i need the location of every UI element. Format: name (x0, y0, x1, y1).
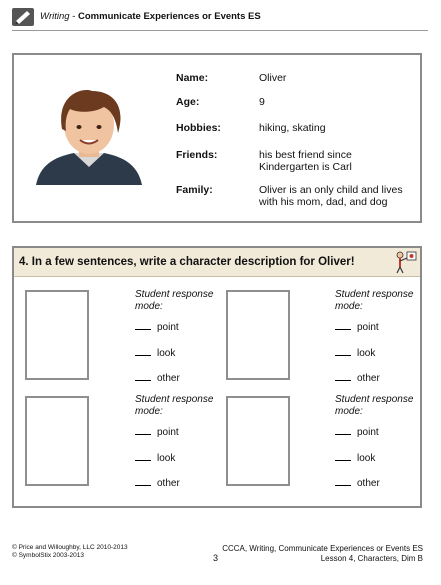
page-header (12, 6, 428, 32)
option-point[interactable]: point (335, 322, 379, 333)
option-other[interactable]: other (135, 373, 180, 384)
option-point[interactable]: point (135, 322, 179, 333)
response-box[interactable] (25, 290, 89, 380)
option-other[interactable]: other (335, 478, 380, 489)
hobbies-value: hiking, skating (259, 122, 326, 134)
response-box[interactable] (226, 290, 290, 380)
option-other[interactable]: other (135, 478, 180, 489)
option-other[interactable]: other (335, 373, 380, 384)
task-prompt: 4. In a few sentences, write a character description for Oliver! (19, 256, 355, 268)
response-mode-label: Student response mode: (135, 394, 214, 417)
character-profile-card (12, 53, 422, 223)
option-look[interactable]: look (335, 348, 375, 359)
friends-label: Friends: (176, 149, 218, 161)
hobbies-label: Hobbies: (176, 122, 221, 134)
person-presenting-icon (392, 250, 418, 274)
family-value: Oliver is an only child and lives with his mom, dad, and dog (259, 184, 403, 208)
option-point[interactable]: point (335, 427, 379, 438)
option-look[interactable]: look (335, 453, 375, 464)
friends-value: his best friend since Kindergarten is Carl (259, 149, 352, 173)
pencil-book-icon (12, 8, 34, 26)
response-mode-label: Student response mode: (135, 289, 214, 312)
header-unit-title: Communicate Experiences or Events ES (78, 11, 261, 22)
header-subject: Writing (40, 11, 70, 22)
header-divider (12, 30, 428, 31)
option-point[interactable]: point (135, 427, 179, 438)
option-look[interactable]: look (135, 453, 175, 464)
response-mode-label: Student response mode: (335, 394, 414, 417)
boy-portrait-icon (34, 85, 144, 185)
age-label: Age: (176, 96, 200, 108)
header-title: Writing - Communicate Experiences or Events ES (40, 11, 261, 22)
response-mode-label: Student response mode: (335, 289, 414, 312)
option-look[interactable]: look (135, 348, 175, 359)
footer-copyright: © Price and Willoughby, LLC 2010-2013 © SymbolStix 2003-2013 (12, 544, 128, 559)
page-number: 3 (213, 553, 219, 563)
response-box[interactable] (25, 396, 89, 486)
writing-task-panel (12, 246, 422, 508)
name-label: Name: (176, 72, 209, 84)
age-value: 9 (259, 96, 265, 108)
name-value: Oliver (259, 72, 287, 84)
family-label: Family: (176, 184, 213, 196)
footer-course-info: CCCA, Writing, Communicate Experiences or Events ES Lesson 4, Characters, Dim B (222, 544, 423, 563)
prompt-band (14, 248, 420, 277)
response-box[interactable] (226, 396, 290, 486)
